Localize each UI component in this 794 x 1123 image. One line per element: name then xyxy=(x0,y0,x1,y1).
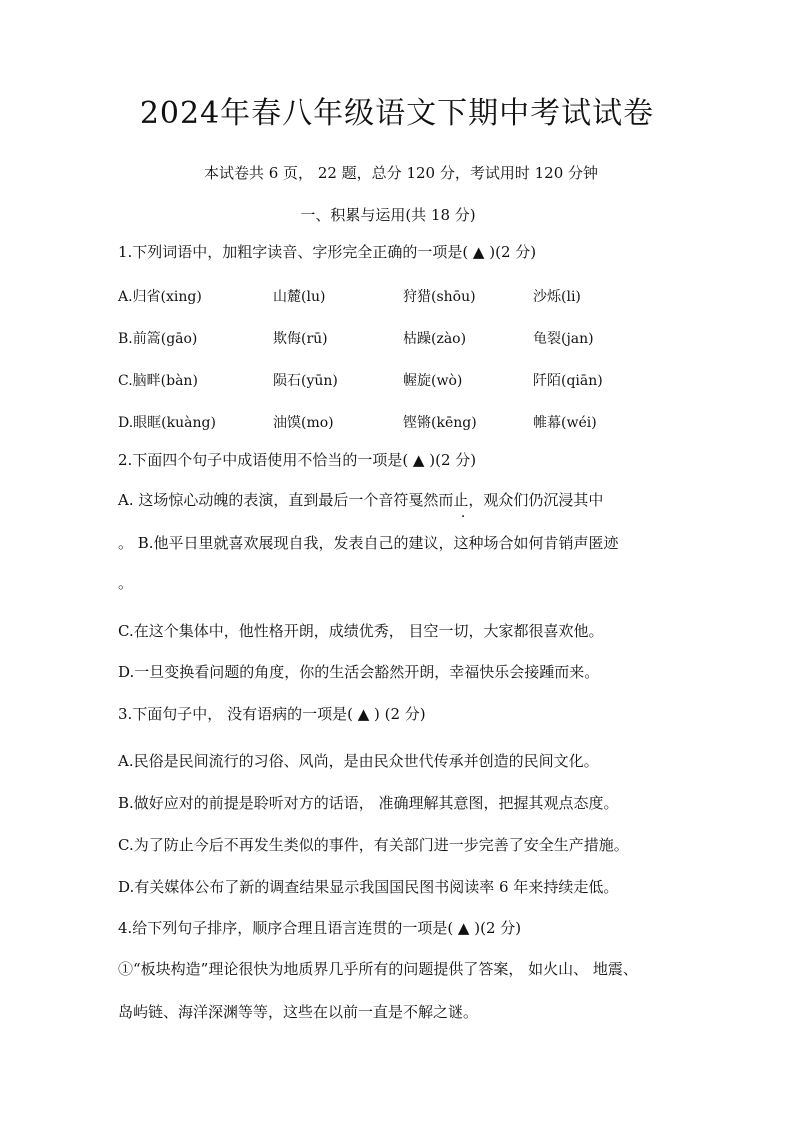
option-word: 沙烁(li) xyxy=(533,289,581,305)
question-2-option-b: 。 B.他平日里就喜欢展现自我，发表自己的建议，这种场合如何肯销声匿迹 xyxy=(118,534,619,552)
option-word: 油馍(mo) xyxy=(273,415,334,431)
option-word: 陨石(yūn) xyxy=(273,373,338,389)
question-1-stem: 1.下列词语中，加粗字读音、字形完全正确的一项是( ▲ )(2 分) xyxy=(118,243,537,261)
section-heading: 一、积累与运用(共 18 分) xyxy=(300,206,476,224)
option-word: 帷幕(wéi) xyxy=(533,415,597,431)
question-3-option-d: D.有关媒体公布了新的调查结果显示我国国民图书阅读率 6 年来持续走低。 xyxy=(118,878,619,896)
question-2-option-c: C.在这个集体中，他性格开朗，成绩优秀， 目空一切，大家都很喜欢他。 xyxy=(118,622,604,640)
option-word: D.眼眶(kuàng) xyxy=(118,415,216,431)
option-word: 山麓(lu) xyxy=(273,289,326,305)
question-3-option-a: A.民俗是民间流行的习俗、风尚，是由民众世代传承并创造的民间文化。 xyxy=(118,752,599,770)
option-a-text-start: A. 这场惊心动魄的表演，直到最后一个音符戛然而 xyxy=(118,491,454,509)
question-4-sentence-1: ①“板块构造”理论很快为地质界几乎所有的问题提供了答案， 如火山、 地震、 xyxy=(118,960,638,978)
option-word: C.脑畔(bàn) xyxy=(118,373,198,389)
question-3-option-c: C.为了防止今后不再发生类似的事件，有关部门进一步完善了安全生产措施。 xyxy=(118,836,629,854)
option-word: B.前篙(gāo) xyxy=(118,331,198,347)
question-4-sentence-1-cont: 岛屿链、海洋深渊等等，这些在以前一直是不解之谜。 xyxy=(118,1003,479,1021)
question-2-option-a xyxy=(118,489,603,510)
option-word: 阡陌(qiān) xyxy=(533,373,603,389)
question-2-stem: 2.下面四个句子中成语使用不恰当的一项是( ▲ )(2 分) xyxy=(118,451,477,469)
option-word: 欺侮(rū) xyxy=(273,331,328,347)
question-2-option-d: D.一旦变换看问题的角度，你的生活会豁然开朗，幸福快乐会接踵而来。 xyxy=(118,663,600,681)
option-word: A.归省(xing) xyxy=(118,289,202,305)
option-word: 枯躁(zào) xyxy=(403,331,467,347)
option-word: 铿锵(kēng) xyxy=(403,415,477,431)
question-2-option-b-end: 。 xyxy=(118,574,134,592)
option-word: 幄旋(wò) xyxy=(403,373,463,389)
page-title: 2024年春八年级语文下期中考试试卷 xyxy=(139,96,655,131)
question-4-stem: 4.给下列句子排序，顺序合理且语言连贯的一项是( ▲ )(2 分) xyxy=(118,919,522,937)
option-word: 狩猎(shōu) xyxy=(403,289,476,305)
exam-info: 本试卷共 6 页， 22 题，总分 120 分，考试用时 120 分钟 xyxy=(203,164,599,182)
question-3-option-b: B.做好应对的前提是聆听对方的话语， 准确理解其意图，把握其观点态度。 xyxy=(118,794,619,812)
emphasis-dot-char: 止 xyxy=(453,491,469,509)
option-a-text-end: ，观众们仍沉浸其中 xyxy=(468,491,604,509)
option-word: 龟裂(jan) xyxy=(533,331,594,347)
question-3-stem: 3.下面句子中， 没有语病的一项是( ▲ ) (2 分) xyxy=(118,705,426,723)
